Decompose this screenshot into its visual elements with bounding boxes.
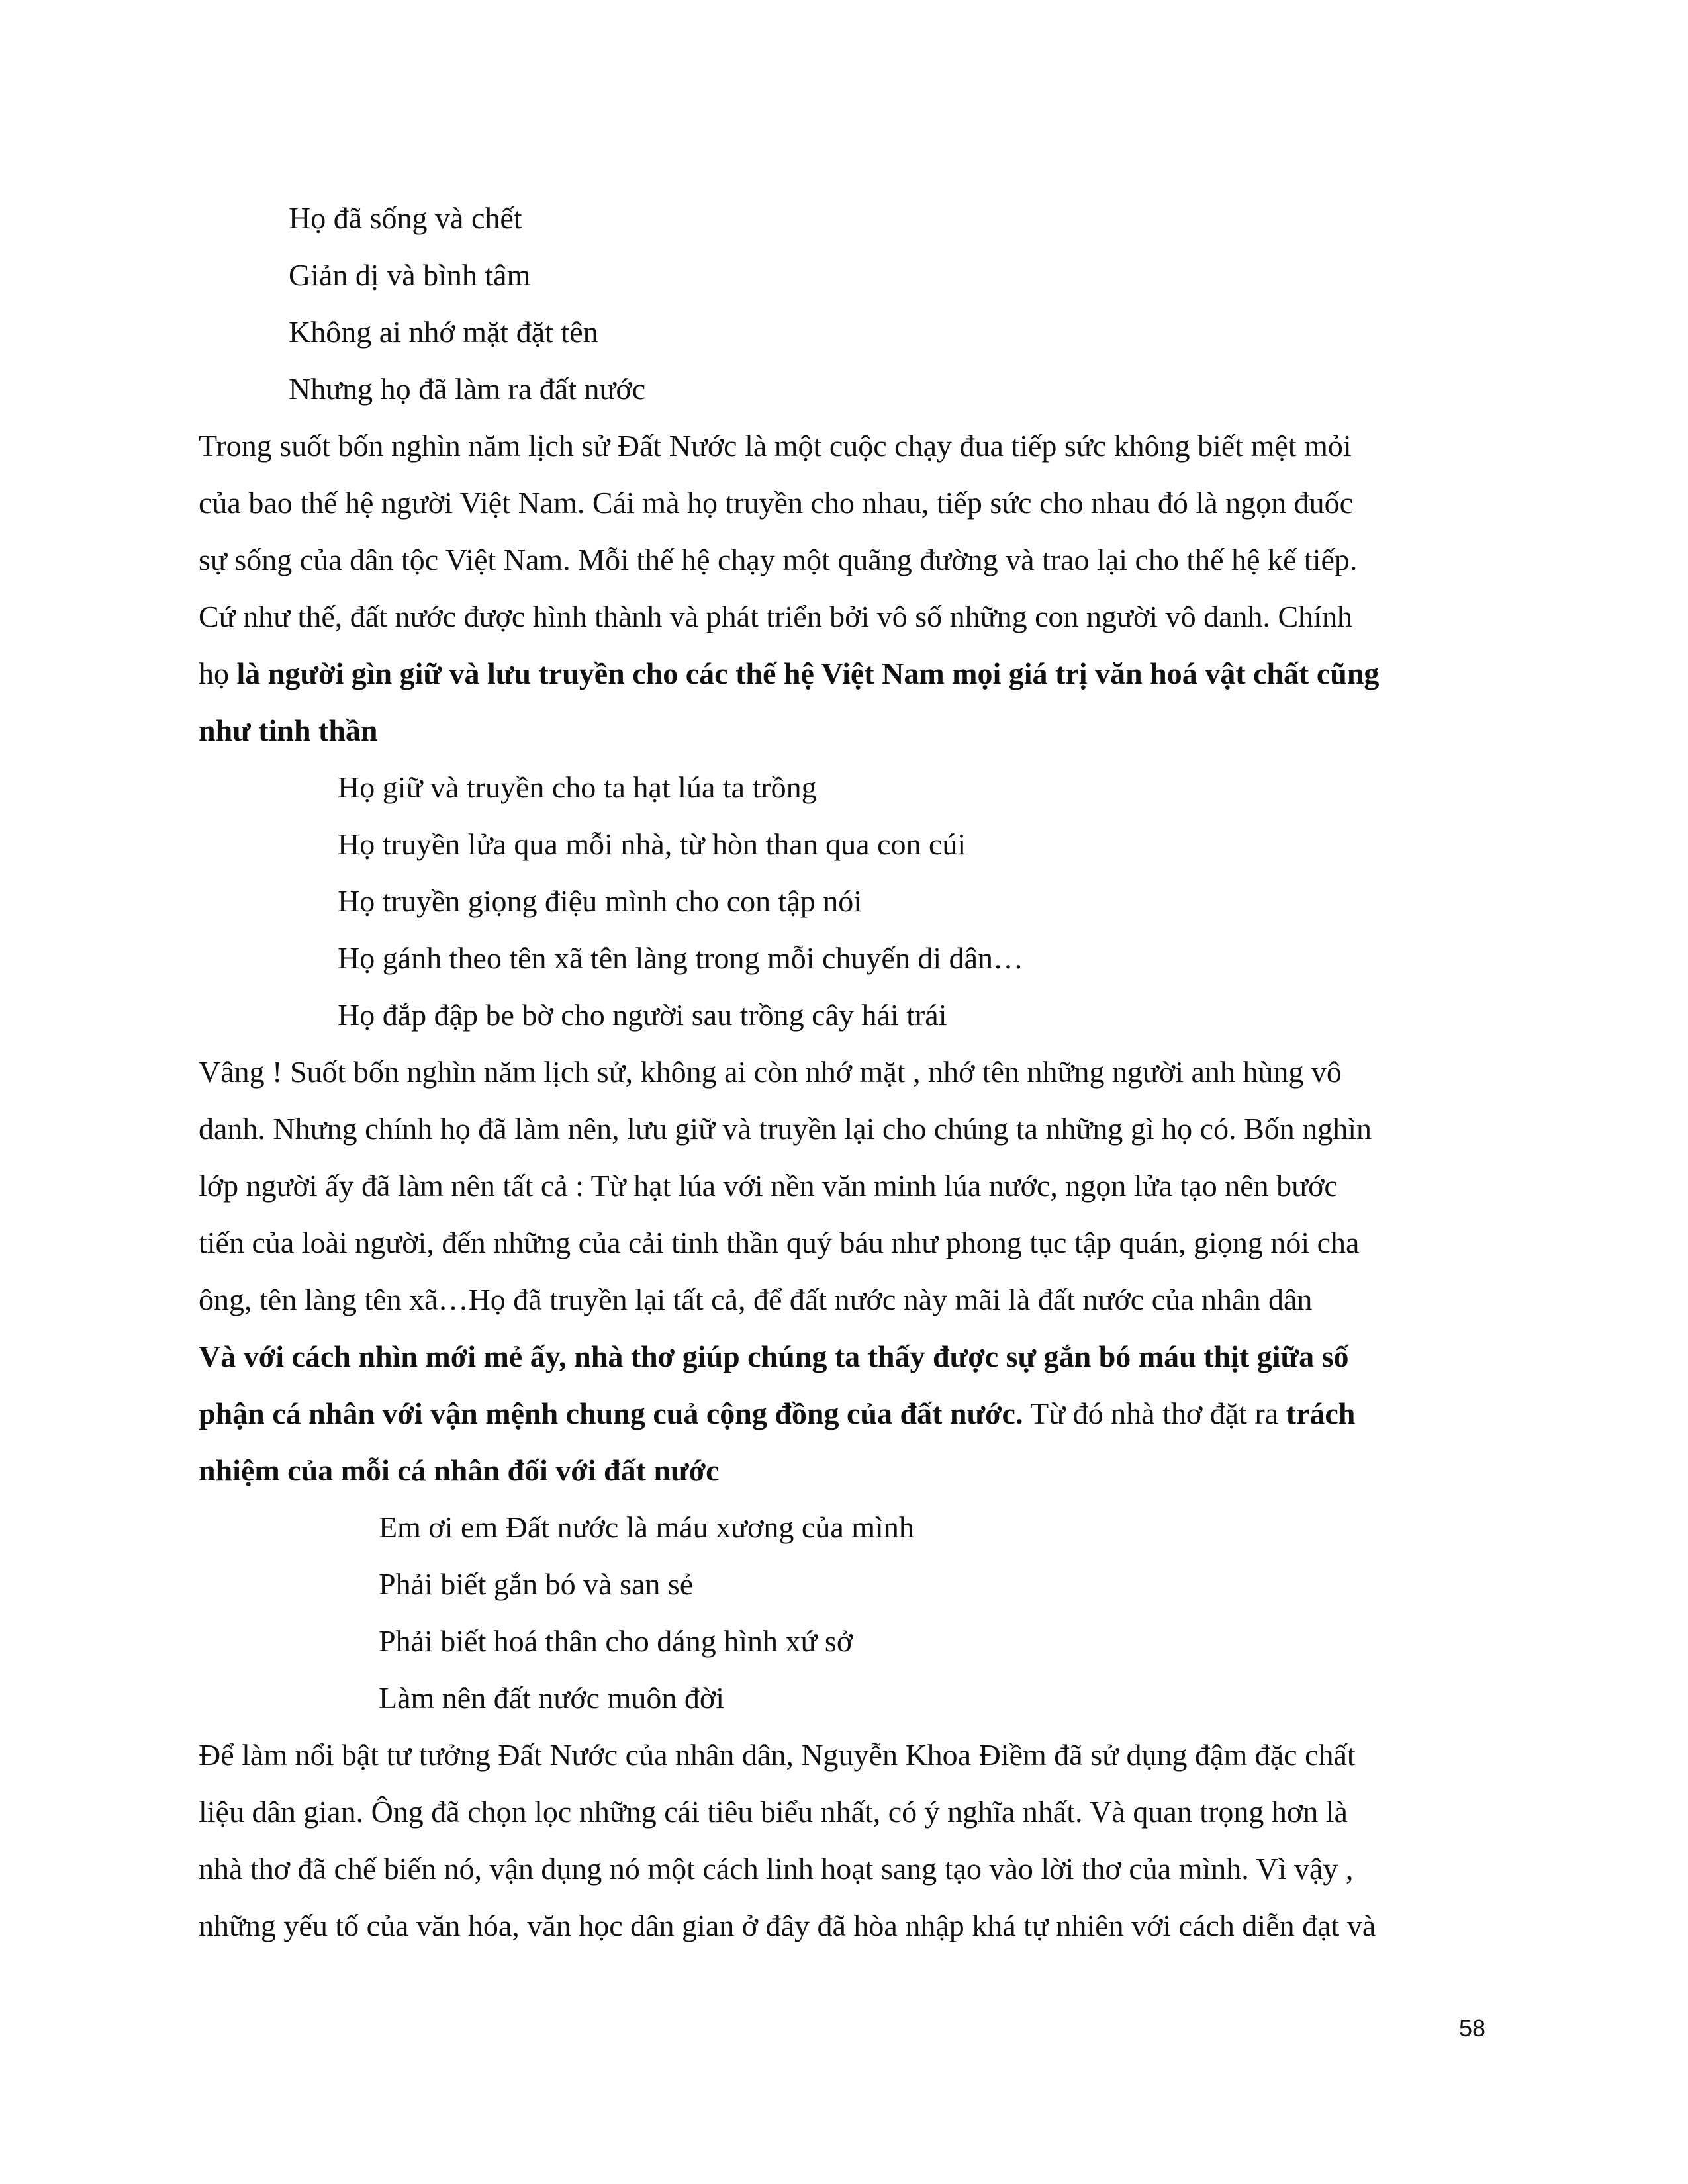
para2-line-2: danh. Nhưng chính họ đã làm nên, lưu giữ và truyền lại cho chúng ta những gì họ có. Bốn nghìn <box>199 1112 1372 1146</box>
page-number: 58 <box>1459 2015 1486 2042</box>
poem1-line-2: Giản dị và bình tâm <box>289 258 531 292</box>
poem3-line-4: Làm nên đất nước muôn đời <box>379 1681 724 1715</box>
poem2-line-4: Họ gánh theo tên xã tên làng trong mỗi chuyến di dân… <box>338 941 1024 975</box>
para1-line-3: sự sống của dân tộc Việt Nam. Mỗi thế hệ chạy một quãng đường và trao lại cho thế hệ kế tiếp. <box>199 543 1358 576</box>
para4-line-4: những yếu tố của văn hóa, văn học dân gian ở đây đã hòa nhập khá tự nhiên với cách diễn đạt và <box>199 1909 1376 1942</box>
para4-line-1: Để làm nổi bật tư tưởng Đất Nước của nhân dân, Nguyễn Khoa Điềm đã sử dụng đậm đặc chất <box>199 1738 1356 1772</box>
para1-line-5-normal: họ <box>199 657 237 690</box>
para2-line-3: lớp người ấy đã làm nên tất cả : Từ hạt lúa với nền văn minh lúa nước, ngọn lửa tạo nên bước <box>199 1169 1338 1203</box>
para1-line-4: Cứ như thế, đất nước được hình thành và phát triển bởi vô số những con người vô danh. Chính <box>199 600 1352 633</box>
para3-line-3: nhiệm của mỗi cá nhân đối với đất nước <box>199 1453 720 1487</box>
poem2-line-3: Họ truyền giọng điệu mình cho con tập nói <box>338 884 863 918</box>
para4-line-3: nhà thơ đã chế biến nó, vận dụng nó một cách linh hoạt sang tạo vào lời thơ của mình. Vì vậy , <box>199 1852 1354 1886</box>
poem2-line-5: Họ đắp đập be bờ cho người sau trồng cây hái trái <box>338 998 947 1032</box>
para3-line-2-bold: phận cá nhân với vận mệnh chung cuả cộng đồng của đất nước. <box>199 1396 1023 1430</box>
poem3-line-3: Phải biết hoá thân cho dáng hình xứ sở <box>379 1624 853 1658</box>
poem2-line-1: Họ giữ và truyền cho ta hạt lúa ta trồng <box>338 770 817 804</box>
para4-line-2: liệu dân gian. Ông đã chọn lọc những cái tiêu biểu nhất, có ý nghĩa nhất. Và quan trọng hơn là <box>199 1795 1348 1829</box>
para3-line-2 <box>199 1394 1355 1433</box>
para3-line-1: Và với cách nhìn mới mẻ ấy, nhà thơ giúp chúng ta thấy được sự gắn bó máu thịt giữa số <box>199 1340 1349 1373</box>
poem1-line-3: Không ai nhớ mặt đặt tên <box>289 315 598 349</box>
para1-line-5-bold: là người gìn giữ và lưu truyền cho các thế hệ Việt Nam mọi giá trị văn hoá vật chất cũng <box>236 657 1380 690</box>
poem3-line-2: Phải biết gắn bó và san sẻ <box>379 1567 694 1601</box>
para2-line-5: ông, tên làng tên xã…Họ đã truyền lại tất cả, để đất nước này mãi là đất nước của nhân dân <box>199 1283 1313 1316</box>
para3-line-2-bold-end: trách <box>1286 1396 1356 1430</box>
poem1-line-4: Nhưng họ đã làm ra đất nước <box>289 372 646 406</box>
para1-line-5 <box>199 654 1379 694</box>
poem2-line-2: Họ truyền lửa qua mỗi nhà, từ hòn than qua con cúi <box>338 827 966 861</box>
para1-line-2: của bao thế hệ người Việt Nam. Cái mà họ truyền cho nhau, tiếp sức cho nhau đó là ngọn đuốc <box>199 486 1354 520</box>
para1-line-1: Trong suốt bốn nghìn năm lịch sử Đất Nước là một cuộc chạy đua tiếp sức không biết mệt mỏi <box>199 429 1352 463</box>
para3-line-2-normal: Từ đó nhà thơ đặt ra <box>1023 1396 1286 1430</box>
para1-line-6: như tinh thần <box>199 713 378 747</box>
para2-line-1: Vâng ! Suốt bốn nghìn năm lịch sử, không ai còn nhớ mặt , nhớ tên những người anh hùng vô <box>199 1055 1342 1089</box>
para2-line-4: tiến của loài người, đến những của cải tinh thần quý báu như phong tục tập quán, giọng nói cha <box>199 1226 1360 1259</box>
poem1-line-1: Họ đã sống và chết <box>289 201 522 235</box>
poem3-line-1: Em ơi em Đất nước là máu xương của mình <box>379 1510 914 1544</box>
